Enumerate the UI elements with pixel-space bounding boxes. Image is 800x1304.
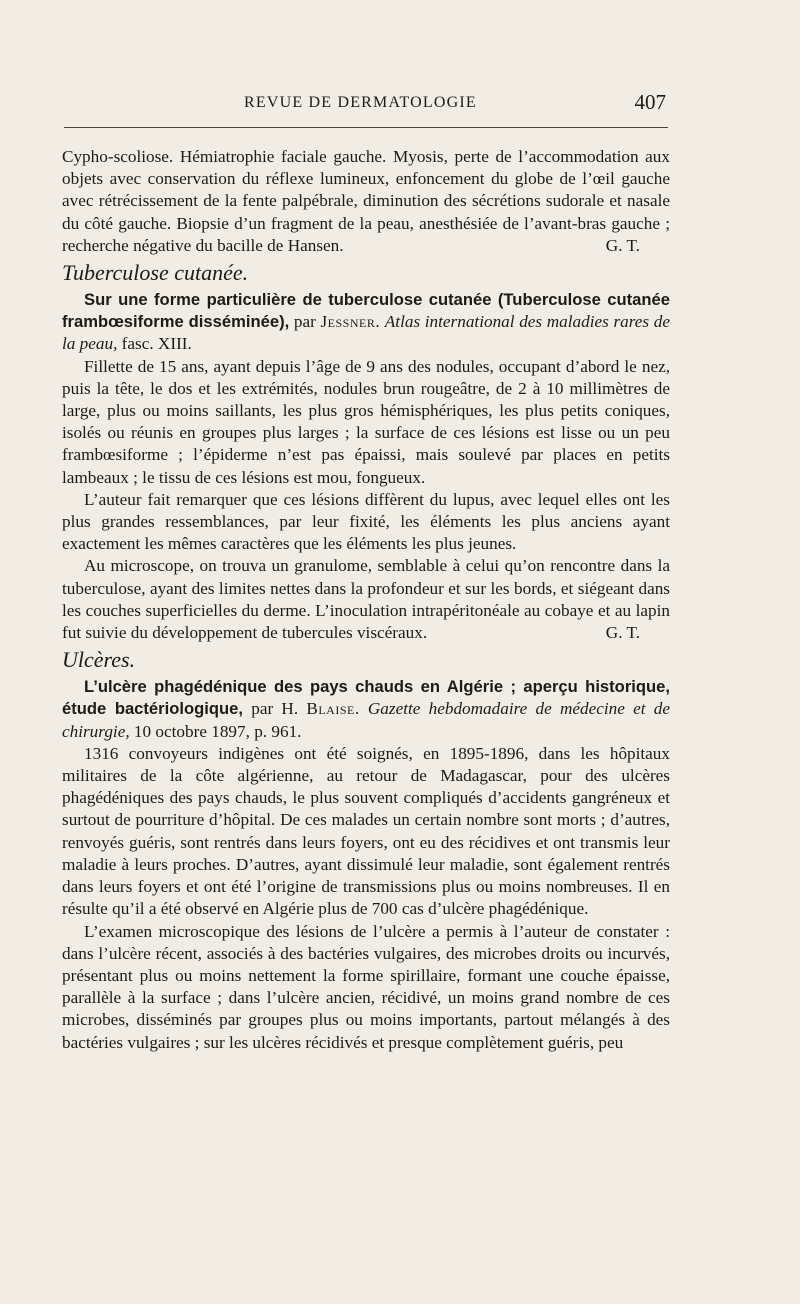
body-paragraph-text: Au microscope, on trouva un granulome, semblable à celui qu’on rencontre dans la tuberculose, ayant des limites nettes dans la profondeur et sur les bords, et siégeant dans les couches superficielles du derme. L’inoculation intrapéritonéale au cobaye et au lapin fut suivie du développement de tubercules viscéraux. [62,556,670,643]
entry-head-ulceres [62,676,670,743]
section-heading-tuberculose: Tuberculose cutanée. [62,260,249,286]
entry-author: Jessner. [320,312,381,332]
entry-journal: Atlas international des maladies rares de la peau, [62,312,671,354]
intro-text: Cypho-scoliose. Hémiatrophie faciale gauche. Myosis, perte de l’accommodation aux objets avec conservation du réflexe lumineux, enfoncement du globe de l’œil gauche avec rétrécissement de la fente palpébrale, diminution des sécrétions sudorale et nasale du côté gauche. Biopsie d’un fragment de la peau, anesthésiée de l’avant-bras gauche ; recherche négative du bacille de Hansen. [62,147,670,255]
intro-signature: G. T. [605,235,640,255]
entry-by: par [293,312,316,332]
entry-author: Blaise. [306,699,360,719]
entry-head-tuberculose [62,289,670,356]
body-paragraph [62,555,670,644]
running-head: REVUE DE DERMATOLOGIE [244,94,477,111]
body-paragraph: L’examen microscopique des lésions de l’ulcère a permis à l’auteur de constater : dans l’ulcère récent, associés à des bactéries vulgaires, des microbes droits ou incurvés, présentant plus ou moins nettement la forme spirillaire, formant une couche épaisse, parallèle à la surface ; dans l’ulcère ancien, récidivé, un moins grand nombre de ces microbes, disséminés par groupes plus ou moins importants, partout mélangés à des bactéries vulgaires ; sur les ulcères récidivés et presque complètement guéris, peu [62,921,670,1052]
text-column [62,146,670,1054]
body-paragraph: Fillette de 15 ans, ayant depuis l’âge de 9 ans des nodules, occupant d’abord le nez, puis la tête, le dos et les extrémités, nodules brun rougeâtre, de 2 à 10 millimètres de large, plus ou moins saillants, les plus gros hémisphériques, les plus petits coniques, isolés ou réunis en groupes plus larges ; la surface de ces lésions est lisse ou un peu frambœsiforme ; l’épiderme n’est pas épaissi, mais soulevé par places en petits lambeaux ; le tissu de ces lésions est mou, fongueux. [62,356,670,487]
entry-citation: 10 octobre 1897, p. 961. [133,721,302,741]
entry-title: L’ulcère phagédénique des pays chauds en Algérie ; aperçu historique, étude bactériologique, [62,677,670,719]
entry-citation: fasc. XIII. [121,334,192,354]
page-number: 407 [634,90,666,114]
intro-paragraph [62,146,670,257]
entry-journal: Gazette hebdomadaire de médecine et de chirurgie, [62,699,671,741]
header-rule [64,127,668,128]
section-signature: G. T. [605,623,640,643]
entry-title: Sur une forme particulière de tuberculose cutanée (Tuberculose cutanée frambœsiforme disséminée), [62,290,670,332]
body-paragraph: L’auteur fait remarquer que ces lésions diffèrent du lupus, avec lequel elles ont les plus grandes ressemblances, par leur fixité, les éléments les plus anciens ayant exactement les mêmes caractères que les éléments les plus jeunes. [62,489,670,554]
body-paragraph: 1316 convoyeurs indigènes ont été soignés, en 1895-1896, dans les hôpitaux militaires de la côte algérienne, au retour de Madagascar, pour des ulcères phagédéniques des pays chauds, le plus souvent compliqués d’accidents gangréneux et surtout de pourriture d’hôpital. De ces malades un certain nombre sont morts ; d’autres, renvoyés guéris, sont rentrés dans leurs foyers, ont eu des récidives et ont transmis leur maladie à leurs proches. D’autres, ayant dissimulé leur maladie, sont également rentrés dans leurs foyers et ont été l’origine de transmissions plus ou moins nombreuses. Il en résulte qu’il a été observé en Algérie plus de 700 cas d’ulcère phagédénique. [62,743,670,919]
section-heading-ulceres: Ulcères. [62,647,136,673]
entry-by: par H. [251,699,299,719]
